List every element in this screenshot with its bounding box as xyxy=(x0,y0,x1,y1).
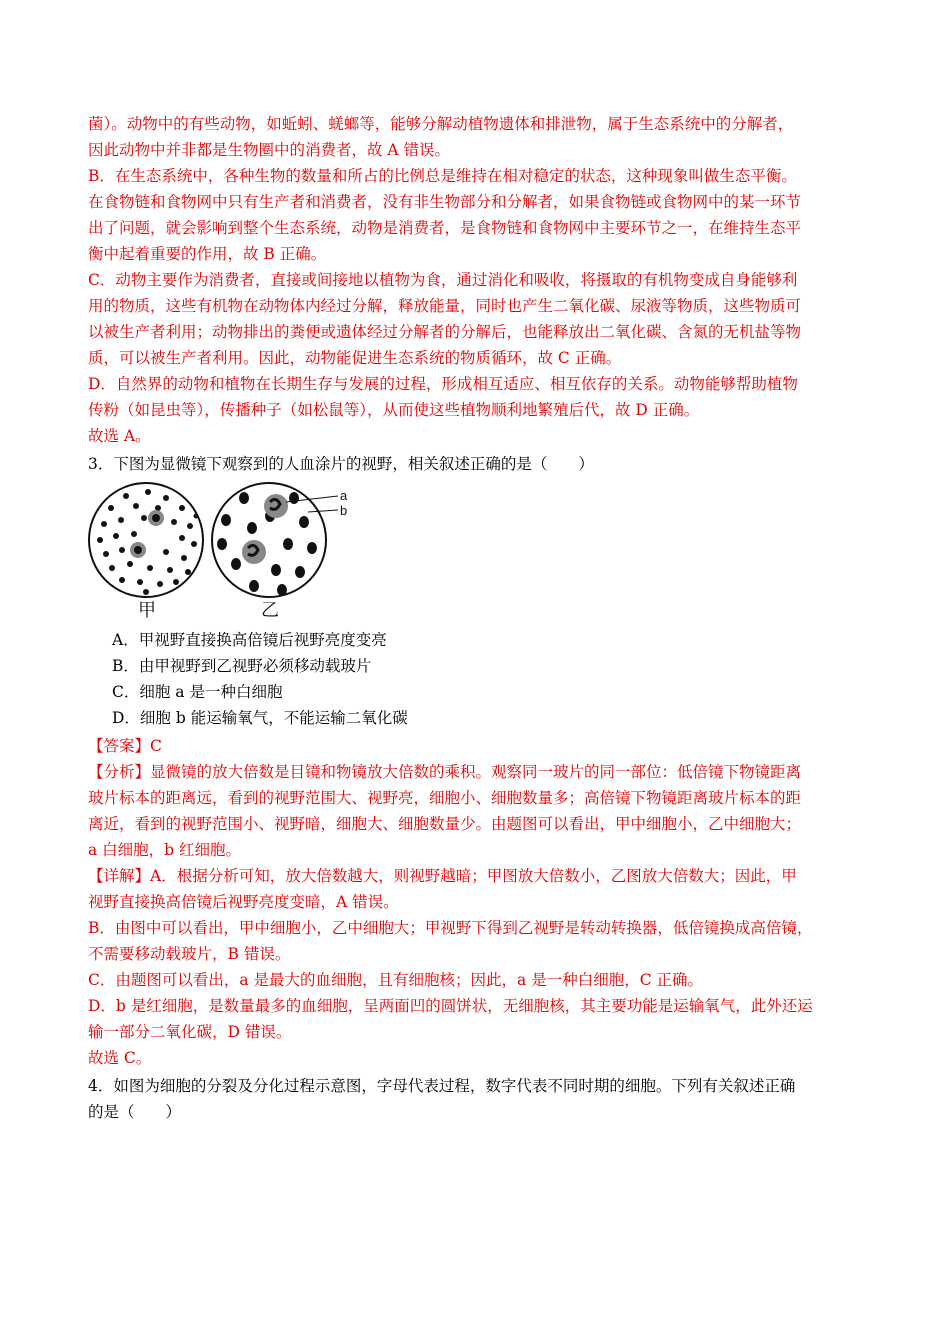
option-a: A．甲视野直接换高倍镜后视野亮度变亮 xyxy=(112,631,387,649)
detail-line: B．由图中可以看出，甲中细胞小，乙中细胞大；甲视野下得到乙视野是转动转换器，低倍镜换成高倍镜， xyxy=(88,919,813,937)
detail-line: 故选 C。 xyxy=(88,1049,152,1067)
text-line: C．动物主要作为消费者，直接或间接地以植物为食，通过消化和吸收，将摄取的有机物变成自身能够利 xyxy=(88,271,798,289)
text-line: 出了问题，就会影响到整个生态系统，动物是消费者，是食物链和食物网中主要环节之一，在维持生态平 xyxy=(88,219,802,237)
figure-label-jia: 甲 xyxy=(138,600,156,621)
question-3-stem: 3．下图为显微镜下观察到的人血涂片的视野，相关叙述正确的是（ ） xyxy=(88,455,594,473)
detail-line: 【详解】A．根据分析可知，放大倍数越大，则视野越暗；甲图放大倍数小，乙图放大倍数大；因此，甲 xyxy=(88,867,797,885)
answer-line: 【答案】C xyxy=(88,737,162,755)
text-line: 以被生产者利用；动物排出的粪便或遗体经过分解者的分解后，也能释放出二氧化碳、含氮的无机盐等物 xyxy=(88,323,802,341)
figure-label-a: a xyxy=(340,488,348,503)
text-line: B．在生态系统中，各种生物的数量和所占的比例总是维持在相对稳定的状态，这种现象叫做生态平衡。 xyxy=(88,167,797,185)
text-line: 质，可以被生产者利用。因此，动物能促进生态系统的物质循环，故 C 正确。 xyxy=(88,349,622,367)
detail-line: 输一部分二氧化碳，D 错误。 xyxy=(88,1023,292,1041)
option-d: D．细胞 b 能运输氧气，不能运输二氧化碳 xyxy=(112,709,408,727)
option-c: C．细胞 a 是一种白细胞 xyxy=(112,683,283,701)
text-line: 用的物质，这些有机物在动物体内经过分解，释放能量，同时也产生二氧化碳、尿液等物质，这些物质可 xyxy=(88,297,802,315)
blood-smear-figure xyxy=(86,478,356,624)
analysis-line: 【分析】显微镜的放大倍数是目镜和物镜放大倍数的乘积。观察同一玻片的同一部位：低倍镜下物镜距离 xyxy=(88,763,802,781)
text-line: 在食物链和食物网中只有生产者和消费者，没有非生物部分和分解者，如果食物链或食物网中的某一环节 xyxy=(88,193,802,211)
detail-line: 视野直接换高倍镜后视野亮度变暗，A 错误。 xyxy=(88,893,399,911)
figure-label-b: b xyxy=(340,503,348,518)
question-4-stem: 的是（ ） xyxy=(88,1103,182,1121)
text-line: 故选 A。 xyxy=(88,427,151,445)
text-line: 传粉（如昆虫等），传播种子（如松鼠等），从而使这些植物顺利地繁殖后代，故 D 正确。 xyxy=(88,401,700,419)
text-line: 因此动物中并非都是生物圈中的消费者，故 A 错误。 xyxy=(88,141,451,159)
detail-line: 不需要移动载玻片，B 错误。 xyxy=(88,945,291,963)
analysis-line: 离近，看到的视野范围小、视野暗，细胞大、细胞数量少。由题图可以看出，甲中细胞小，乙中细胞大； xyxy=(88,815,802,833)
detail-line: D．b 是红细胞，是数量最多的血细胞，呈两面凹的圆饼状，无细胞核，其主要功能是运输氧气，此外还运 xyxy=(88,997,813,1015)
text-line: D．自然界的动物和植物在长期生存与发展的过程，形成相互适应、相互依存的关系。动物能够帮助植物 xyxy=(88,375,798,393)
text-line: 衡中起着重要的作用，故 B 正确。 xyxy=(88,245,327,263)
analysis-line: a 白细胞，b 红细胞。 xyxy=(88,841,242,859)
option-b: B．由甲视野到乙视野必须移动载玻片 xyxy=(112,657,372,675)
question-4-stem: 4．如图为细胞的分裂及分化过程示意图，字母代表过程，数字代表不同时期的细胞。下列有关叙述正确 xyxy=(88,1077,796,1095)
analysis-line: 玻片标本的距离远，看到的视野范围大、视野亮，细胞小、细胞数量多；高倍镜下物镜距离玻片标本的距 xyxy=(88,789,802,807)
detail-line: C．由题图可以看出，a 是最大的血细胞，且有细胞核；因此，a 是一种白细胞，C 正确。 xyxy=(88,971,703,989)
text-line: 菌）。动物中的有些动物，如蚯蚓、蜣螂等，能够分解动植物遗体和排泄物，属于生态系统中的分解者， xyxy=(88,115,794,133)
field-jia xyxy=(89,483,203,597)
figure-label-yi: 乙 xyxy=(261,600,279,621)
